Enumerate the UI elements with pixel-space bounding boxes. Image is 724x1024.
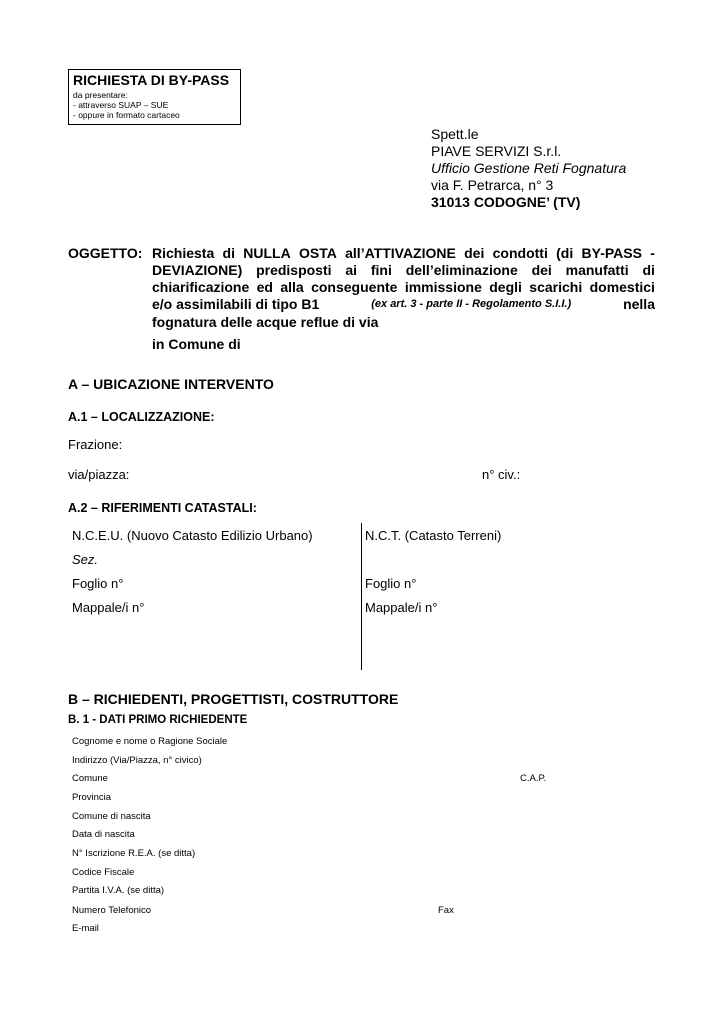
subject-line: fognatura delle acque reflue di via <box>152 314 379 330</box>
via-label: via/piazza: <box>68 467 130 482</box>
nct-label: N.C.T. (Catasto Terreni) <box>365 528 502 543</box>
subject-word: alla <box>280 279 304 295</box>
subject-word: - <box>650 245 655 261</box>
recipient-line: via F. Petrarca, n° 3 <box>431 177 554 193</box>
subject-line <box>152 245 655 262</box>
subject-word: ai <box>345 262 358 278</box>
subject-word: conseguente <box>311 279 398 295</box>
subject-word: dei <box>464 245 485 261</box>
field-label: Numero Telefonico <box>72 905 152 916</box>
field-label: Data di nascita <box>72 829 135 840</box>
recipient-line: Spett.le <box>431 126 479 142</box>
subject-word: domestici <box>589 279 655 295</box>
header-box <box>68 69 241 125</box>
recipient-line: PIAVE SERVIZI S.r.l. <box>431 143 562 159</box>
foglio-nct-label: Foglio n° <box>365 576 417 591</box>
subject-word: nella <box>623 296 655 312</box>
nceu-label: N.C.E.U. (Nuovo Catasto Edilizio Urbano) <box>72 528 313 543</box>
fax-label: Fax <box>438 905 454 916</box>
cap-label: C.A.P. <box>520 773 547 784</box>
subject-word: di <box>642 262 655 278</box>
subject-label: OGGETTO: <box>68 245 143 261</box>
field-label: Cognome e nome o Ragione Sociale <box>72 736 228 747</box>
foglio-nceu-label: Foglio n° <box>72 576 124 591</box>
field-label: Provincia <box>72 792 112 803</box>
recipient-line: Ufficio Gestione Reti Fognatura <box>431 160 627 176</box>
subject-word: (di <box>556 245 574 261</box>
field-label: E-mail <box>72 923 99 934</box>
subject-text <box>152 245 655 333</box>
subject-word: immissione <box>404 279 482 295</box>
field-label: N° Iscrizione R.E.A. (se ditta) <box>72 848 196 859</box>
subject-word: fini <box>370 262 392 278</box>
header-line: da presentare: <box>73 90 128 100</box>
subject-word: manufatti <box>565 262 629 278</box>
a1-title: A.1 – LOCALIZZAZIONE: <box>68 410 215 424</box>
subject-word: dei <box>531 262 552 278</box>
mappale-nceu-label: Mappale/i n° <box>72 600 145 615</box>
subject-word: NULLA <box>243 245 291 261</box>
subject-word: ed <box>256 279 273 295</box>
header-line: - oppure in formato cartaceo <box>73 110 180 120</box>
subject-word: chiarificazione <box>152 279 250 295</box>
subject-word: dell’eliminazione <box>405 262 518 278</box>
a2-title: A.2 – RIFERIMENTI CATASTALI: <box>68 501 257 515</box>
frazione-label: Frazione: <box>68 437 123 452</box>
field-label: Indirizzo (Via/Piazza, n° civico) <box>72 755 202 766</box>
subject-line: in Comune di <box>152 336 241 352</box>
subject-word: predisposti <box>256 262 332 278</box>
mappale-nct-label: Mappale/i n° <box>365 600 438 615</box>
subject-line <box>152 262 655 279</box>
column-divider <box>361 523 362 670</box>
subject-word: scarichi <box>529 279 583 295</box>
subject-word: DEVIAZIONE) <box>152 262 243 278</box>
subject-reference: (ex art. 3 - parte II - Regolamento S.I.I.) <box>371 298 572 310</box>
subject-word: e/o assimilabili di tipo B1 <box>152 296 320 312</box>
subject-word: di <box>222 245 235 261</box>
field-label: Comune <box>72 773 108 784</box>
field-label: Partita I.V.A. (se ditta) <box>72 885 165 896</box>
subject-word: condotti <box>492 245 548 261</box>
civ-label: n° civ.: <box>482 467 521 482</box>
subject-word: Richiesta <box>152 245 215 261</box>
subject-word: all’ATTIVAZIONE <box>345 245 456 261</box>
subject-line <box>152 279 655 296</box>
subject-line <box>152 296 655 313</box>
section-b-title: B – RICHIEDENTI, PROGETTISTI, COSTRUTTORE <box>68 691 399 707</box>
subject-word: OSTA <box>298 245 337 261</box>
sez-label: Sez. <box>72 552 99 567</box>
subject-word: degli <box>489 279 522 295</box>
header-title: RICHIESTA DI BY-PASS <box>73 72 230 88</box>
header-line: - attraverso SUAP – SUE <box>73 100 169 110</box>
recipient-line: 31013 CODOGNE’ (TV) <box>431 194 581 210</box>
field-label: Codice Fiscale <box>72 867 135 878</box>
field-label: Comune di nascita <box>72 811 151 822</box>
subject-word: BY-PASS <box>581 245 642 261</box>
section-a-title: A – UBICAZIONE INTERVENTO <box>68 376 274 392</box>
b1-title: B. 1 - DATI PRIMO RICHIEDENTE <box>68 714 248 726</box>
